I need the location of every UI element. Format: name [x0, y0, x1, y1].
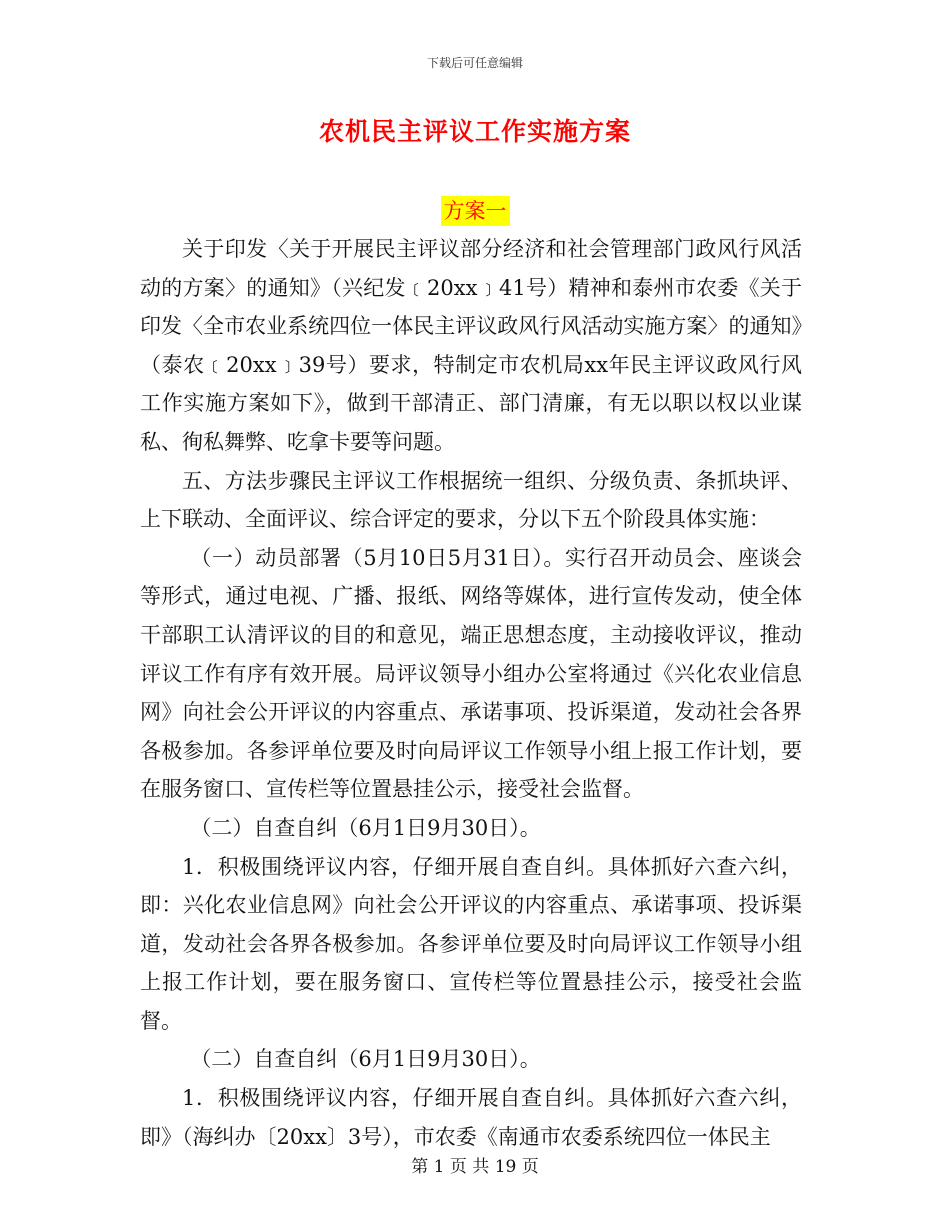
header-note: 下载后可任意编辑 — [426, 56, 523, 70]
paragraph-mobilization: （一）动员部署（5月10日5月31日）。实行召开动员会、座谈会等形式，通过电视、广播、报纸、网络等媒体，进行宣传发动，使全体干部职工认清评议的目的和意见，端正思想态度，主动接收评议，推动评议工作有序有效开展。局评议领导小组办公室将通过《兴化农业信息网》向社会公开评议的内容重点、承诺事项、投诉渠道，发动社会各界各极参加。各参评单位要及时向局评议工作领导小组上报工作计划，要在服务窗口、宣传栏等位置悬挂公示，接受社会监督。 — [140, 545, 802, 802]
paragraph-self-check-heading-repeat: （二）自查自纠（6月1日9月30日）。 — [190, 1047, 541, 1072]
section-heading-wrapper — [0, 196, 950, 226]
paragraph-self-check-item-1-repeat: 1．积极围绕评议内容，仔细开展自查自纠。具体抓好六查六纠，即》（海纠办〔20xx〕3号），市农委《南通市农委系统四位一体民主 — [140, 1086, 802, 1149]
paragraph-self-check-item-1: 1．积极围绕评议内容，仔细开展自查自纠。具体抓好六查六纠，即：兴化农业信息网》向社会公开评议的内容重点、承诺事项、投诉渠道，发动社会各界各极参加。各参评单位要及时向局评议工作领导小组上报工作计划，要在服务窗口、宣传栏等位置悬挂公示，接受社会监督。 — [140, 854, 802, 1033]
document-body — [140, 230, 802, 1156]
document-title: 农机民主评议工作实施方案 — [318, 117, 631, 146]
page-footer: 第 1 页 共 19 页 — [411, 1157, 539, 1177]
paragraph-methods: 五、方法步骤民主评议工作根据统一组织、分级负责、条抓块评、上下联动、全面评议、综合评定的要求，分以下五个阶段具体实施： — [140, 468, 802, 532]
paragraph-self-check-heading: （二）自查自纠（6月1日9月30日）。 — [190, 815, 541, 840]
section-heading: 方案一 — [441, 196, 510, 226]
paragraph-intro: 关于印发〈关于开展民主评议部分经济和社会管理部门政风行风活动的方案〉的通知》（兴纪发﹝20xx﹞41号）精神和泰州市农委《关于印发〈全市农业系统四位一体民主评议政风行风活动实施方案〉的通知》（泰农﹝20xx﹞39号）要求，特制定市农机局xx年民主评议政风行风工作实施方案如下》，做到干部清正、部门清廉，有无以职以权以业谋私、徇私舞弊、吃拿卡要等问题。 — [140, 237, 802, 454]
